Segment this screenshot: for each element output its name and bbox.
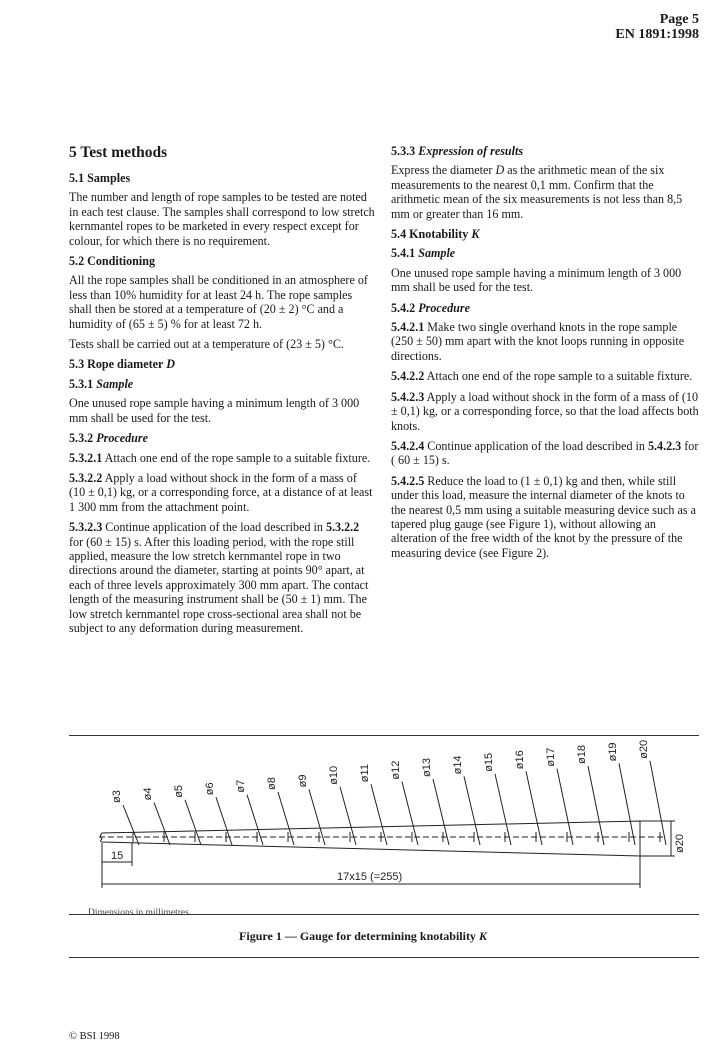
diameter-label: ø14: [452, 755, 464, 775]
para-5-4-2-4: 5.4.2.4 Continue application of the load described in 5.4.2.3 for ( 60 ± 15) s.: [391, 438, 699, 468]
para-5-4-2-2: 5.4.2.2 Attach one end of the rope sample to a suitable fixture.: [391, 369, 693, 384]
heading-knotability: 5.4 Knotability K: [391, 227, 480, 242]
diameter-label: ø17: [545, 747, 557, 767]
diameter-leader: [588, 766, 604, 845]
diameter-label: ø3: [111, 790, 123, 803]
diameter-label: ø18: [576, 745, 588, 764]
left-column: [69, 144, 375, 641]
figure-mid-rule: [69, 914, 699, 915]
diameter-leader: [526, 771, 542, 845]
figure-bottom-rule: [69, 957, 699, 958]
diameter-leader: [371, 784, 387, 845]
diameter-label: ø4: [142, 787, 154, 801]
diameter-label: ø5: [173, 784, 185, 798]
diameter-leader: [619, 763, 635, 845]
diameter-label: ø15: [483, 752, 495, 772]
dimension-note: Dimensions in millimetres: [88, 908, 189, 918]
diameter-label: ø6: [204, 782, 216, 796]
dim-total-label: 17x15 (=255): [337, 871, 403, 883]
gauge-body: [101, 821, 641, 856]
copyright: © BSI 1998: [69, 1031, 120, 1042]
diameter-label: ø13: [421, 758, 433, 777]
page-header: [615, 12, 699, 42]
gauge-drawing: [69, 735, 699, 957]
diameter-label: ø16: [514, 750, 526, 770]
heading-conditioning: 5.2 Conditioning: [69, 254, 156, 269]
heading-5-3-2: 5.3.2 Procedure: [69, 431, 148, 446]
diameter-leader: [154, 802, 170, 845]
diameter-leader: [185, 800, 201, 845]
para-5-4-2-3: 5.4.2.3 Apply a load without shock in the form of a mass of (10 ± 0,1) kg, or a corresponding force, so that the load affects both knots.: [391, 389, 699, 433]
diameter-leader: [433, 779, 449, 845]
diameter-label: ø20: [638, 739, 650, 759]
para-conditioning-2: Tests shall be carried out at a temperature of (23 ± 5) °C.: [69, 337, 344, 352]
para-5-3-2-2: 5.3.2.2 Apply a load without shock in the form of a mass of (10 ± 0,1) kg, or a corresponding force, at a distance of at least 1 300 mm from the attachment point.: [69, 470, 373, 514]
diameter-leader: [650, 761, 666, 845]
para-samples: The number and length of rope samples to be tested are noted in each test clause. The samples shall correspond to low stretch kernmantel ropes to be marketed in every respect except for colour, for which there is no requirement.: [69, 190, 375, 248]
para-5-3-2-3: 5.3.2.3 Continue application of the load described in 5.3.2.2 for (60 ± 15) s. After this loading period, with the rope still applied, measure the low stretch kernmantel rope in two directions around the diameter, starting at points 90° apart, at each of three levels approximately 300 mm apart. The contact length of the measuring instrument shall be (50 ± 1) mm. The low stretch kernmantel rope cross-sectional area shall not be subject to any deformation during measurement.: [69, 520, 369, 635]
diameter-label: ø9: [297, 774, 309, 788]
diameter-label: ø12: [390, 760, 402, 780]
diameter-label: ø10: [328, 765, 340, 785]
diameter-leader: [340, 787, 356, 845]
para-5-4-2-5: 5.4.2.5 Reduce the load to (1 ± 0,1) kg and then, while still under this load, measure the internal diameter of the knots to the nearest 0,5 mm using a suitable measuring device such as a tapered plug gauge (see Figure 1), without allowing an alteration of the free width of the knot by the pressure of the measuring device (see Figure 2).: [391, 473, 696, 560]
standard-number: EN 1891:1998: [615, 27, 699, 42]
para-5-4-1: One unused rope sample having a minimum length of 3 000 mm shall be used for the test.: [391, 265, 682, 295]
diameter-label: ø8: [266, 777, 278, 790]
diameter-leader: [402, 782, 418, 845]
diameter-leader: [557, 769, 573, 845]
section-heading: 5 Test methods: [69, 144, 168, 161]
dim-end-label: ø20: [674, 834, 686, 853]
diameter-leader: [216, 797, 232, 845]
heading-samples: 5.1 Samples: [69, 171, 131, 185]
para-5-4-2-1: 5.4.2.1 Make two single overhand knots in the rope sample (250 ± 50) mm apart with the knot loops running in opposite directions.: [391, 320, 685, 363]
diameter-label: ø11: [359, 764, 371, 783]
heading-5-3-3: 5.3.3 Expression of results: [391, 144, 524, 158]
figure-caption: Figure 1 — Gauge for determining knotability K: [239, 929, 487, 943]
para-5-3-3: Express the diameter D as the arithmetic mean of the six measurements to the nearest 0,1 mm. Confirm that the arithmetic mean of the six measurements is not less than 8,5 mm or greater than 16 mm.: [391, 163, 683, 221]
diameter-leader: [464, 776, 480, 845]
right-column: [391, 144, 700, 566]
diameter-leader: [123, 805, 139, 845]
heading-5-4-2: 5.4.2 Procedure: [391, 300, 470, 315]
para-conditioning-1: All the rope samples shall be conditioned in an atmosphere of less than 10% humidity for at least 24 h. The rope samples shall then be stored at a temperature of (20 ± 2) °C and a humidity of (65 ± 5) % for at least 72 h.: [69, 273, 368, 331]
dim-15-label: 15: [111, 850, 124, 862]
para-5-3-1: One unused rope sample having a minimum length of 3 000 mm shall be used for the test.: [69, 396, 360, 425]
page-number: Page 5: [659, 12, 699, 27]
diameter-label: ø19: [607, 742, 619, 762]
diameter-leader: [495, 774, 511, 845]
heading-rope-diameter: 5.3 Rope diameter D: [69, 357, 175, 372]
heading-5-4-1: 5.4.1 Sample: [391, 246, 456, 261]
diameter-label: ø7: [235, 779, 247, 793]
para-5-3-2-1: 5.3.2.1 Attach one end of the rope sample to a suitable fixture.: [69, 450, 371, 465]
heading-5-3-1: 5.3.1 Sample: [69, 376, 134, 391]
